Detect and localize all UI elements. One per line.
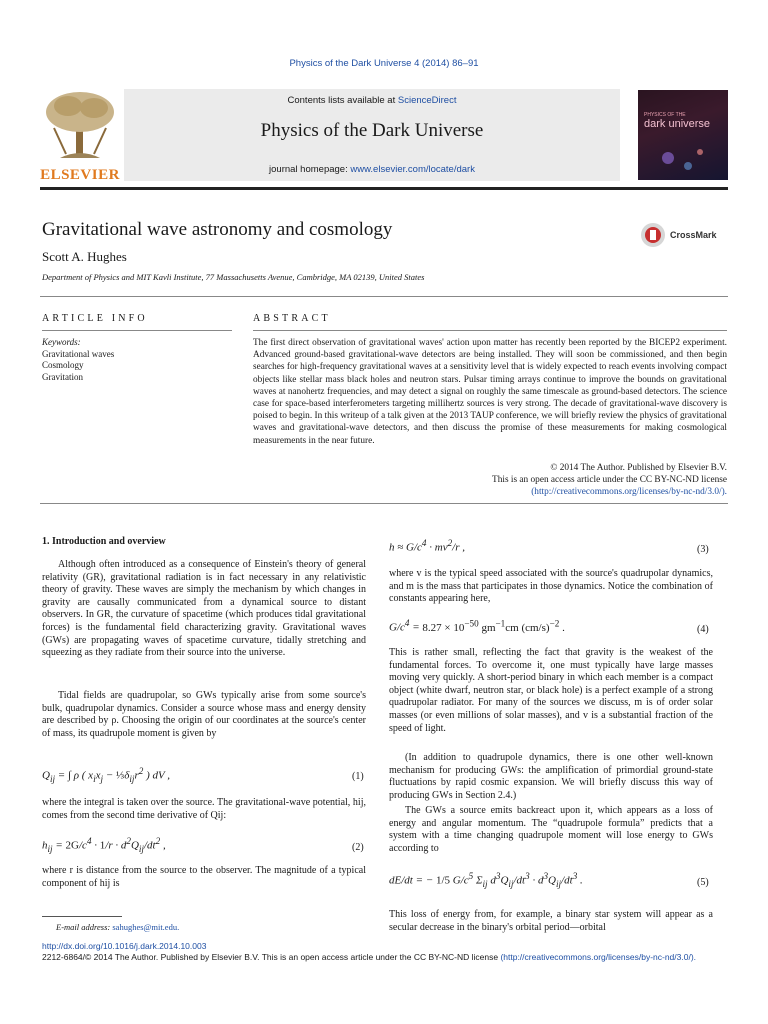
- cover-galaxy-icon: [638, 138, 728, 178]
- equation-3-number: (3): [697, 544, 709, 555]
- footnote-rule: [42, 916, 122, 917]
- crossmark-icon: [640, 222, 666, 248]
- equation-1: $Q_{ij}$ = ∫ ρ ( $x_ix_j$ − $\frac{1}{3}\delta_{ij}r^2$ ) dV ,: [42, 766, 170, 784]
- equation-4-number: (4): [697, 624, 709, 635]
- equation-2-number: (2): [352, 842, 364, 853]
- keyword-item: Gravitation: [42, 371, 83, 382]
- equation-5: dE/dt = − 1/5 $G/c^5$ $\Sigma_{ij}$ $d^3Q_{ij}/dt^3 \cdot d^3Q_{ij}/dt^3$ .: [389, 871, 583, 889]
- abstract-copyright: © 2014 The Author. Published by Elsevier B.V.: [550, 463, 727, 473]
- abstract-text: The first direct observation of gravitational waves' action upon matter has recently been reported by the BICEP2 experiment. Advanced ground-based gravitational-wave detectors are being installed. They will soon be commissioned, and then begin searches for high-frequency gravitational waves at a sensitivity level that is widely expected to reach events involving compact objects like stellar mass black holes and neutron stars. Pulsar timing arrays continue to improve the bounds on gravitational waves at nanohertz frequencies, and may detect a signal on roughly the same timescale as ground-based detectors. The science case for space-based interferometers targeting millihertz sources is very strong. The decade of gravitational-wave discovery is poised to begin. In this writeup of a talk given at the 2013 TAUP conference, we will briefly review the physics of gravitational waves and gravitational-wave detectors, and then discuss the promise of these measurements for making cosmological measurements in the near future.: [253, 338, 727, 446]
- right-paragraph-1: where v is the typical speed associated with the source's quadrupolar dynamics, and m is the mass that participates in those dynamics. Notice the combination of constants appearing here,: [389, 568, 713, 605]
- cover-big-title: dark universe: [644, 118, 711, 130]
- contents-line: Contents lists available at ScienceDirect: [287, 95, 457, 106]
- sciencedirect-link[interactable]: ScienceDirect: [397, 95, 457, 106]
- homepage-line: journal homepage: www.elsevier.com/locate/dark: [269, 164, 475, 175]
- abstract-heading: ABSTRACT: [253, 313, 331, 324]
- elsevier-logo: [40, 88, 120, 183]
- article-info-heading: ARTICLE INFO: [42, 313, 148, 324]
- equation-1-number: (1): [352, 771, 364, 782]
- footnote: E-mail address: sahughes@mit.edu.: [56, 922, 180, 932]
- equation-5-number: (5): [697, 877, 709, 888]
- right-paragraph-2: This is rather small, reflecting the fact that gravity is the weakest of the fundamental forces. To overcome it, one must typically have large masses moving very quickly. A short-period binary in which each member is a compact object (white dwarf, neutron star, or black hole) is a perfect example of a strong quadrupolar radiator. For many of the sources we discuss, m is of order solar masses (or even millions of solar masses), and v is a substantial fraction of the speed of light.: [389, 647, 713, 734]
- intro-paragraph-2: Tidal fields are quadrupolar, so GWs typically arise from some source's bulk, quadrupolar dynamics. Consider a source whose mass and energy density are described by ρ. Choosing the origin of our coordinates at the source's center of mass, its quadrupole moment is given by: [42, 690, 366, 739]
- intro-paragraph-1: Although often introduced as a consequence of Einstein's theory of general relativity (GR), gravitational radiation is in fact necessary in any relativistic theory of gravity. These waves are simply the mechanism by which changes in gravity are causally communicated from a dynamical source to distant observers. In GR, the curvature of spacetime (which produces tidal gravitational forces) is the fundamental field characterizing gravity. Gravitational waves (GWs) are propagating waves of spacetime curvature, tidally stretching and squeezing as they radiate from their source into the universe.: [42, 559, 366, 659]
- homepage-link[interactable]: www.elsevier.com/locate/dark: [350, 164, 475, 175]
- footer-license-link[interactable]: (http://creativecommons.org/licenses/by-nc-nd/3.0/).: [500, 952, 697, 962]
- abstract-rule-bottom: [40, 503, 728, 504]
- intro-paragraph-3: where the integral is taken over the source. The gravitational-wave potential, hij, comes from the second time derivative of Qij:: [42, 797, 366, 821]
- elsevier-tree-icon: [40, 88, 120, 162]
- publisher-wordmark: ELSEVIER: [40, 167, 120, 183]
- keyword-item: Gravitational waves: [42, 348, 115, 359]
- journal-citation[interactable]: Physics of the Dark Universe 4 (2014) 86–91: [289, 58, 479, 69]
- author-affiliation: Department of Physics and MIT Kavli Institute, 77 Massachusetts Avenue, Cambridge, MA 02139, United States: [42, 272, 425, 282]
- abstract-license: This is an open access article under the CC BY-NC-ND license: [492, 475, 727, 485]
- abstract-license-link[interactable]: (http://creativecommons.org/licenses/by-nc-nd/3.0/).: [531, 487, 727, 497]
- keywords-block: [42, 337, 114, 383]
- issn-line: 2212-6864/© 2014 The Author. Published by Elsevier B.V. This is an open access article under the CC BY-NC-ND license (http://creativecommons.org/licenses/by-nc-nd/3.0/).: [42, 952, 697, 962]
- doi-link[interactable]: http://dx.doi.org/10.1016/j.dark.2014.10.003: [42, 941, 207, 951]
- intro-paragraph-4: where r is distance from the source to the observer. The magnitude of a typical component of hij is: [42, 865, 366, 889]
- crossmark-button[interactable]: [640, 222, 730, 250]
- keywords-label: Keywords:: [42, 337, 81, 347]
- cover-small-title: PHYSICS OF THE: [644, 112, 686, 118]
- crossmark-label: CrossMark: [670, 230, 717, 240]
- header-rule: [40, 187, 728, 190]
- right-paragraph-3: (In addition to quadrupole dynamics, there is one other well-known mechanism for producing GWs: the amplification of primordial ground-state fluctuations by rapid cosmic expansion. We will briefly discuss this way of producing GWs in Section 2.4.): [389, 752, 713, 801]
- abstract-rule: [253, 330, 727, 331]
- equation-4: $G/c^4 = 8.27 \times 10^{-50}$ $gm^{-1}cm$ $(cm/s)^{-2}$ .: [389, 618, 565, 634]
- equation-3: $h \approx G/c^4 \cdot mv^2/r$ ,: [389, 538, 465, 554]
- equation-2: $h_{ij} = 2G/c^4 \cdot 1/r \cdot d^2Q_{ij}/dt^2$ ,: [42, 836, 166, 854]
- article-author: Scott A. Hughes: [42, 249, 127, 264]
- article-title: Gravitational wave astronomy and cosmology: [42, 219, 393, 240]
- right-paragraph-4: The GWs a source emits backreact upon it, which appears as a loss of energy and angular momentum. The “quadrupole formula” predicts that a system with a time changing quadrupole moment will lose energy to GWs according to: [389, 805, 713, 854]
- article-info-rule: [42, 330, 232, 331]
- journal-cover: [638, 90, 728, 180]
- title-rule: [40, 296, 728, 297]
- journal-title: Physics of the Dark Universe: [260, 120, 484, 141]
- author-email-link[interactable]: sahughes@mit.edu.: [112, 922, 180, 932]
- keyword-item: Cosmology: [42, 360, 84, 370]
- right-paragraph-5: This loss of energy from, for example, a binary star system will appear as a secular decrease in the binary's orbital period—orbital: [389, 909, 713, 933]
- section-heading: 1. Introduction and overview: [42, 536, 166, 547]
